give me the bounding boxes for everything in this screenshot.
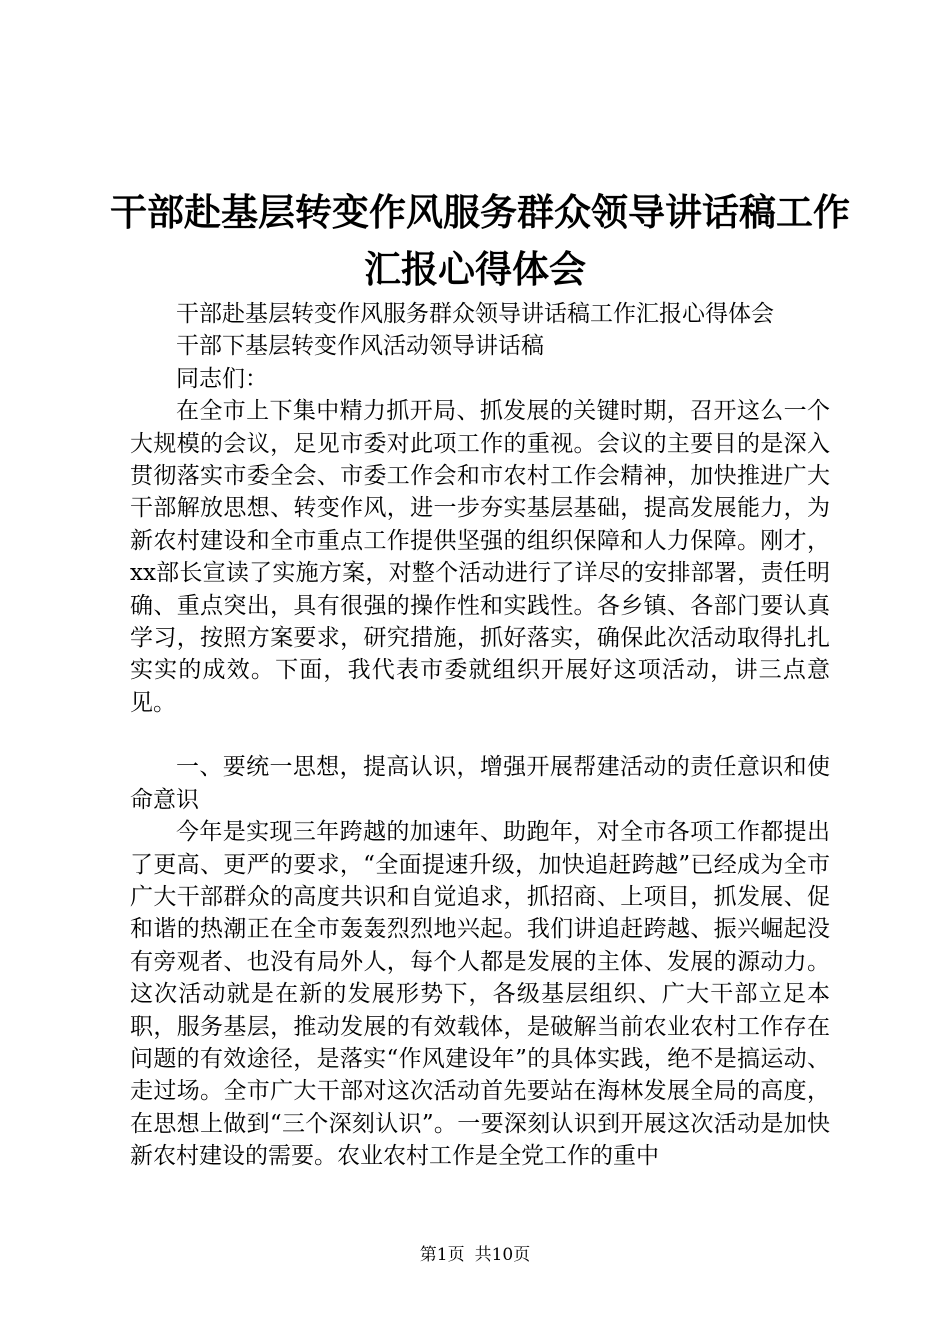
document-body (130, 298, 830, 1173)
speech-title-paragraph: 干部下基层转变作风活动领导讲话稿 (176, 333, 544, 360)
salutation-paragraph: 同志们： (176, 365, 268, 392)
page-footer (0, 1244, 950, 1266)
section-heading-1: 一、要统一思想，提高认识，增强开展帮建活动的责任意识和使命意识 (130, 754, 830, 813)
opening-paragraph: 在全市上下集中精力抓开局、抓发展的关键时期，召开这么一个大规模的会议，足见市委对此项工作的重视。会议的主要目的是深入贯彻落实市委全会、市委工作会和市农村工作会精神，加快推进广大干部解放思想、转变作风，进一步夯实基层基础，提高发展能力，为新农村建设和全市重点工作提供坚强的组织保障和人力保障。刚才，xx部长宣读了实施方案，对整个活动进行了详尽的安排部署，责任明确、重点突出，具有很强的操作性和实践性。各乡镇、各部门要认真学习，按照方案要求，研究措施，抓好落实，确保此次活动取得扎扎实实的成效。下面，我代表市委就组织开展好这项活动，讲三点意见。 (130, 398, 830, 716)
page-number: 第1页 (419, 1245, 465, 1265)
document-title-line-1: 干部赴基层转变作风服务群众领导讲话稿工作 (110, 190, 850, 234)
document-title-line-2: 汇报心得体会 (364, 247, 586, 291)
section-1-paragraph: 今年是实现三年跨越的加速年、助跑年，对全市各项工作都提出了更高、更严的要求，“全面提速升级，加快追赶跨越”已经成为全市广大干部群众的高度共识和自觉追求，抓招商、上项目，抓发展、促和谐的热潮正在全市轰轰烈烈地兴起。我们讲追赶跨越、振兴崛起没有旁观者、也没有局外人，每个人都是发展的主体、发展的源动力。这次活动就是在新的发展形势下，各级基层组织、广大干部立足本职，服务基层，推动发展的有效载体，是破解当前农业农村工作存在问题的有效途径，是落实“作风建设年”的具体实践，绝不是搞运动、走过场。全市广大干部对这次活动首先要站在海林发展全局的高度，在思想上做到“三个深刻认识”。一要深刻认识到开展这次活动是加快新农村建设的需要。农业农村工作是全党工作的重中 (130, 819, 830, 1170)
page-total: 共10页 (474, 1245, 531, 1265)
subtitle-paragraph: 干部赴基层转变作风服务群众领导讲话稿工作汇报心得体会 (176, 301, 774, 327)
